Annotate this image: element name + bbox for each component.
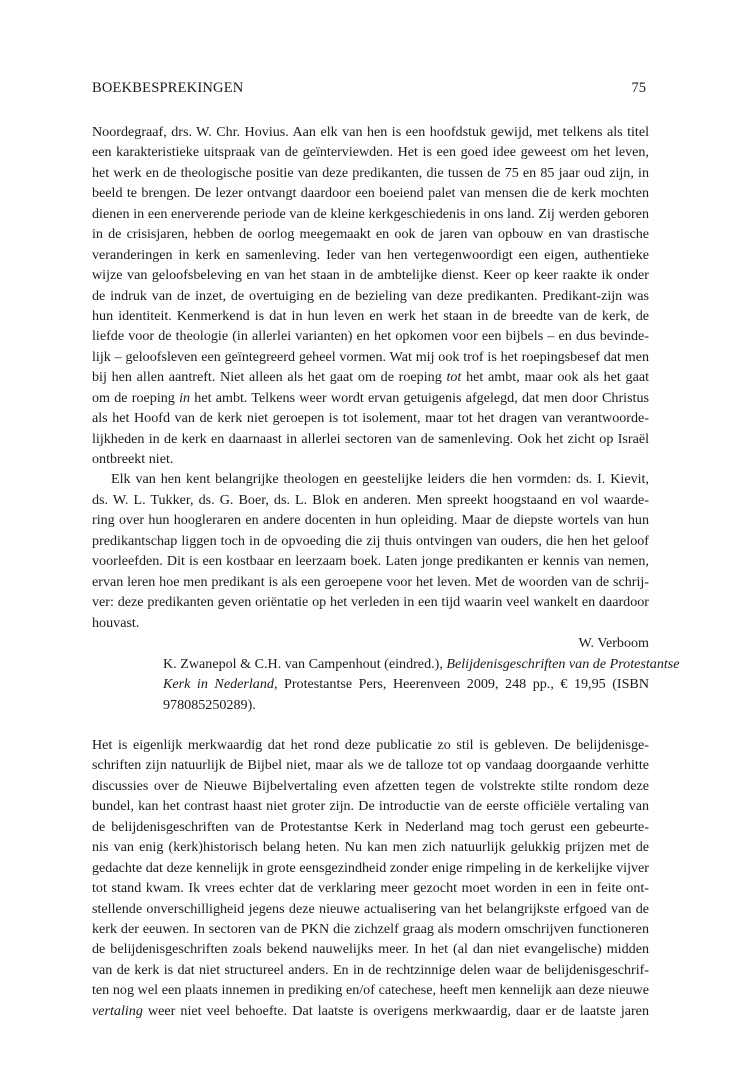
text-run: ring over hun hoogleraren en andere docenten in hun opleiding. Maar de diepste wortels van hun bbox=[92, 512, 649, 529]
text-run: de belijdenisgeschriften zoals bekend nauwelijks meer. In het (al dan niet evangelische) midden bbox=[92, 941, 649, 958]
text-run: een karakteristieke uitspraak van de geïnterviewden. Het is een goed idee geweest om het leven, bbox=[92, 144, 649, 161]
text-run: weer niet veel behoefte. Dat laatste is overigens merkwaardig, daar er de laatste jaren bbox=[142, 1002, 649, 1019]
text-run: lijkheden in de kerk en daarnaast in allerlei sectoren van de samenleving. Ook het zicht op Israël bbox=[92, 430, 649, 447]
text-line bbox=[163, 695, 649, 715]
running-header-title: BOEKBESPREKINGEN bbox=[92, 80, 244, 96]
text-line bbox=[163, 654, 680, 674]
text-run: ds. W. L. Tukker, ds. G. Boer, ds. L. Blok en anderen. Men spreekt hoogstaand en vol waarde- bbox=[92, 491, 649, 508]
text-line bbox=[92, 449, 649, 469]
text-line bbox=[92, 163, 649, 183]
text-run: om de roeping bbox=[92, 389, 180, 406]
text-line bbox=[92, 142, 649, 162]
text-run: dienen in een enerverende periode van de kleine kerkgeschiedenis in ons land. Zij werden geboren bbox=[92, 205, 649, 222]
text-line bbox=[92, 490, 649, 510]
text-line bbox=[92, 224, 649, 244]
text-run: de indruk van de inzet, de overtuiging en de bezieling van deze predikanten. Predikant-zijn was bbox=[92, 287, 649, 304]
text-line bbox=[92, 469, 649, 489]
text-line bbox=[92, 613, 649, 633]
text-run: ontbreekt niet. bbox=[92, 451, 174, 467]
italic-text: Belijdenisgeschriften van de Protestantse bbox=[446, 656, 680, 672]
text-run: schriften zijn natuurlijk de Bijbel niet, maar als we de talloze tot op vandaag doorgaande verhitte bbox=[92, 757, 649, 774]
text-run: ver: deze predikanten geven oriëntatie op het verleden in een tijd waarin veel wankelt en daardoor bbox=[92, 594, 649, 611]
text-line bbox=[92, 245, 649, 265]
text-line bbox=[92, 306, 649, 326]
text-run: , Protestantse Pers, Heerenveen 2009, 248 pp., € 19,95 (ISBN bbox=[273, 676, 650, 693]
text-line bbox=[92, 265, 649, 285]
text-line bbox=[92, 408, 649, 428]
text-line bbox=[92, 551, 649, 571]
text-run: beeld te brengen. De lezer ontvangt daardoor een boeiend palet van mensen die de kerk mochten bbox=[92, 185, 649, 202]
reviewer-signature: W. Verboom bbox=[578, 634, 649, 651]
text-run: 978085250289). bbox=[163, 696, 256, 713]
text-line bbox=[92, 531, 649, 551]
text-line bbox=[92, 510, 649, 530]
text-line bbox=[92, 899, 649, 919]
text-run: het ambt, maar ook als het gaat bbox=[461, 369, 649, 386]
text-line bbox=[163, 674, 649, 694]
text-run: het werk en de theologische positie van deze predikanten, die tussen de 75 en 85 jaar oud zijn, in bbox=[92, 164, 649, 181]
new-review-text bbox=[92, 735, 649, 1021]
text-run: ten nog wel een plaats innemen in prediking en/of catechese, heeft men kennelijk aan deze nieuwe bbox=[92, 982, 649, 999]
text-line bbox=[92, 204, 649, 224]
text-line bbox=[92, 817, 649, 837]
text-run: bij hen allen aantreft. Niet alleen als het gaat om de roeping bbox=[92, 369, 447, 386]
text-run: discussies over de Nieuwe Bijbelvertaling even afzetten tegen de volstrekte stilte rondom deze bbox=[92, 777, 649, 794]
text-line bbox=[92, 388, 649, 408]
text-line bbox=[92, 347, 649, 367]
text-run: bundel, kan het contrast haast niet groter zijn. De introductie van de eerste officiële vertaling van bbox=[92, 798, 649, 815]
text-run: voorleefden. Dit is een kostbaar en leerzaam boek. Laten jonge predikanten er kennis van nemen, bbox=[92, 553, 649, 570]
text-line bbox=[92, 183, 649, 203]
text-run: in de crisisjaren, hebben de oorlog meegemaakt en ook de jaren van opbouw en van drastische bbox=[92, 226, 649, 243]
text-run: predikantschap liggen toch in de opvoeding die zij thuis ontvingen van ouders, die hen het geloof bbox=[92, 532, 649, 549]
review-continued-text bbox=[92, 122, 649, 653]
text-run: hun identiteit. Kenmerkend is dat in hun leven en werk het staan in de breedte van de kerk, de bbox=[92, 307, 649, 324]
text-line bbox=[92, 837, 649, 857]
text-run: wijze van geloofsbeleving en van het staan in de ambtelijke dienst. Keer op keer raakte ik onder bbox=[92, 267, 649, 284]
italic-text: tot bbox=[446, 369, 462, 386]
text-run: tot stand kwam. Ik vrees echter dat de verklaring meer gezocht moet worden in een in feite ont- bbox=[92, 880, 649, 897]
text-line bbox=[92, 980, 649, 1000]
text-run: stellende onverschilligheid jegens deze nieuwe actualisering van het belangrijkste erfgoed van de bbox=[92, 900, 649, 917]
text-line bbox=[92, 367, 649, 387]
text-line bbox=[92, 960, 649, 980]
text-run: gedachte dat deze kennelijk in grote eensgezindheid zonder enige rimpeling in de kerkelijke vijver bbox=[92, 859, 649, 876]
text-run: Elk van hen kent belangrijke theologen en geestelijke leiders die hen vormden: ds. I. Kievit, bbox=[111, 471, 649, 488]
text-run: ervan leren hoe men predikant is als een geroepene voor het leven. Met de woorden van de schrij- bbox=[92, 573, 649, 590]
text-line bbox=[92, 326, 649, 346]
text-line bbox=[92, 796, 649, 816]
page-number: 75 bbox=[631, 80, 646, 96]
text-run: kerk der eeuwen. In sectoren van de PKN die zichzelf graag als modern omschrijven functioneren bbox=[92, 920, 649, 937]
text-line bbox=[92, 878, 649, 898]
text-run: de belijdenisgeschriften van de Protestantse Kerk in Nederland mag toch gerust een gebeurte- bbox=[92, 818, 649, 835]
text-line bbox=[92, 429, 649, 449]
text-line bbox=[92, 1001, 649, 1021]
text-line bbox=[92, 286, 649, 306]
text-run: Noordegraaf, drs. W. Chr. Hovius. Aan elk van hen is een hoofdstuk gewijd, met telkens als titel bbox=[92, 124, 649, 140]
text-run: liefde voor de theologie (in allerlei varianten) en het opkomen voor een bijbels – en dus bevinde- bbox=[92, 328, 649, 345]
text-line bbox=[92, 858, 649, 878]
text-run: als het Hoofd van de kerk niet geroepen is tot isolement, maar tot het dragen van verantwoorde- bbox=[92, 410, 649, 427]
text-run: Het is eigenlijk merkwaardig dat het rond deze publicatie zo stil is gebleven. De belijdenisge- bbox=[92, 737, 649, 753]
text-line bbox=[92, 572, 649, 592]
italic-text: Kerk in Nederland bbox=[163, 676, 274, 693]
text-line bbox=[92, 776, 649, 796]
text-run: lijk – geloofsleven een geïntegreerd geheel vormen. Wat mij ook trof is het roepingsbesef dat men bbox=[92, 348, 649, 365]
text-line bbox=[92, 122, 649, 142]
text-line bbox=[92, 939, 649, 959]
book-reference bbox=[163, 654, 680, 715]
text-run: houvast. bbox=[92, 614, 140, 631]
italic-text: in bbox=[179, 389, 191, 406]
text-run: veranderingen in kerk en samenleving. Ieder van hen vertegenwoordigt een eigen, authentieke bbox=[92, 246, 649, 263]
text-line bbox=[92, 735, 649, 755]
text-run: het ambt. Telkens weer wordt ervan getuigenis afgelegd, dat men door Christus bbox=[190, 389, 649, 406]
text-line bbox=[92, 755, 649, 775]
text-run: nis van enig (kerk)historisch belang heten. Nu kan men zich natuurlijk gelukkig prijzen met de bbox=[92, 839, 649, 856]
italic-text: vertaling bbox=[92, 1002, 143, 1019]
text-run: K. Zwanepol & C.H. van Campenhout (eindred.), bbox=[163, 656, 447, 672]
text-line bbox=[92, 592, 649, 612]
text-run: van de kerk is dat niet structureel anders. En in de rechtzinnige delen waar de belijdenisgeschrif- bbox=[92, 961, 649, 978]
text-line bbox=[92, 919, 649, 939]
